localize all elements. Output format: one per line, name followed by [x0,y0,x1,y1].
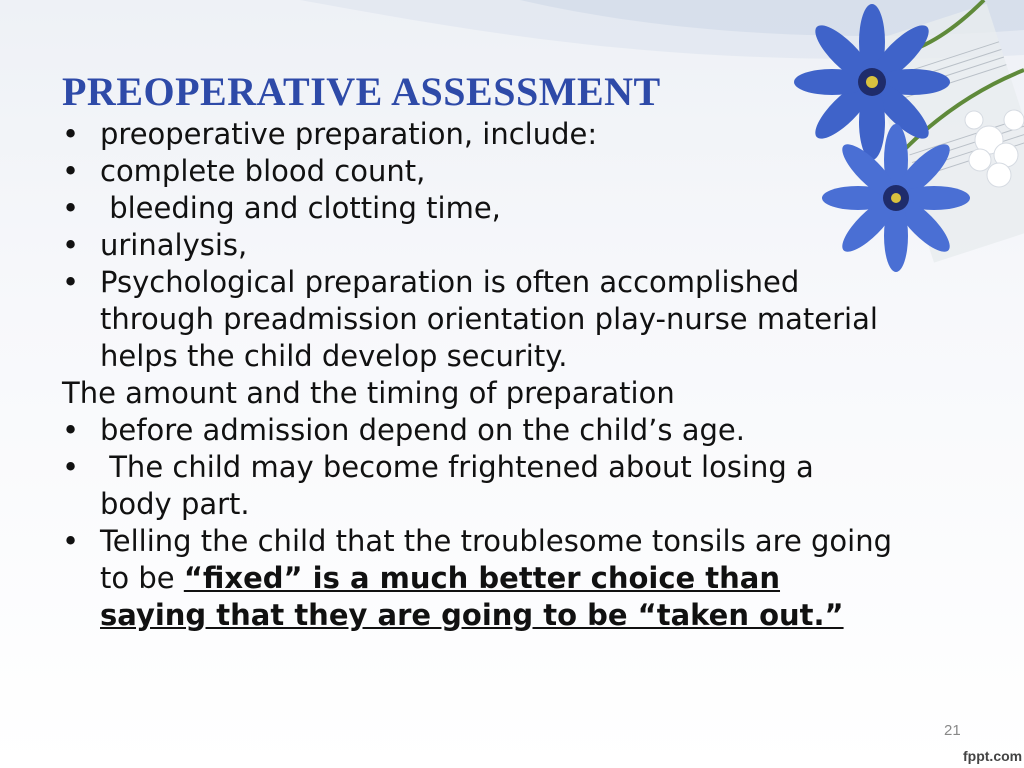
bullet-text: Telling the child that the troublesome tonsils are going to be [100,524,893,595]
bullet-icon: • [62,265,80,299]
page-number: 21 [944,722,961,739]
bullet-text: complete blood count, [100,154,426,188]
bullet-text: urinalysis, [100,228,248,262]
bullet-item [62,227,892,264]
plain-paragraph: The amount and the timing of preparation [62,376,675,410]
bullet-item [62,190,892,227]
slide-body [62,116,892,634]
bullet-item [62,449,892,523]
bullet-item [62,412,892,449]
bullet-icon: • [62,450,80,484]
emphasis-text: “fixed” is a much better choice than saying that they are going to be “taken out.” [100,561,844,632]
bullet-icon: • [62,117,80,151]
bullet-icon: • [62,228,80,262]
bullet-icon: • [62,413,80,447]
bullet-icon: • [62,154,80,188]
bullet-text: Psychological preparation is often accomplished through preadmission orientation play-nurse material helps the child develop security. [100,265,878,373]
bullet-text: before admission depend on the child’s age. [100,413,745,447]
bullet-item [62,116,892,153]
bullet-item [62,264,892,375]
bullet-icon: • [62,524,80,558]
bullet-text: preoperative preparation, include: [100,117,598,151]
bullet-text: The child may become frightened about losing a body part. [100,450,823,521]
bullet-item [62,153,892,190]
bullet-item [62,523,892,634]
slide-title: PREOPERATIVE ASSESSMENT [62,69,661,114]
watermark: fppt.com [963,748,1023,764]
bullet-text: bleeding and clotting time, [100,191,501,225]
bullet-icon: • [62,191,80,225]
